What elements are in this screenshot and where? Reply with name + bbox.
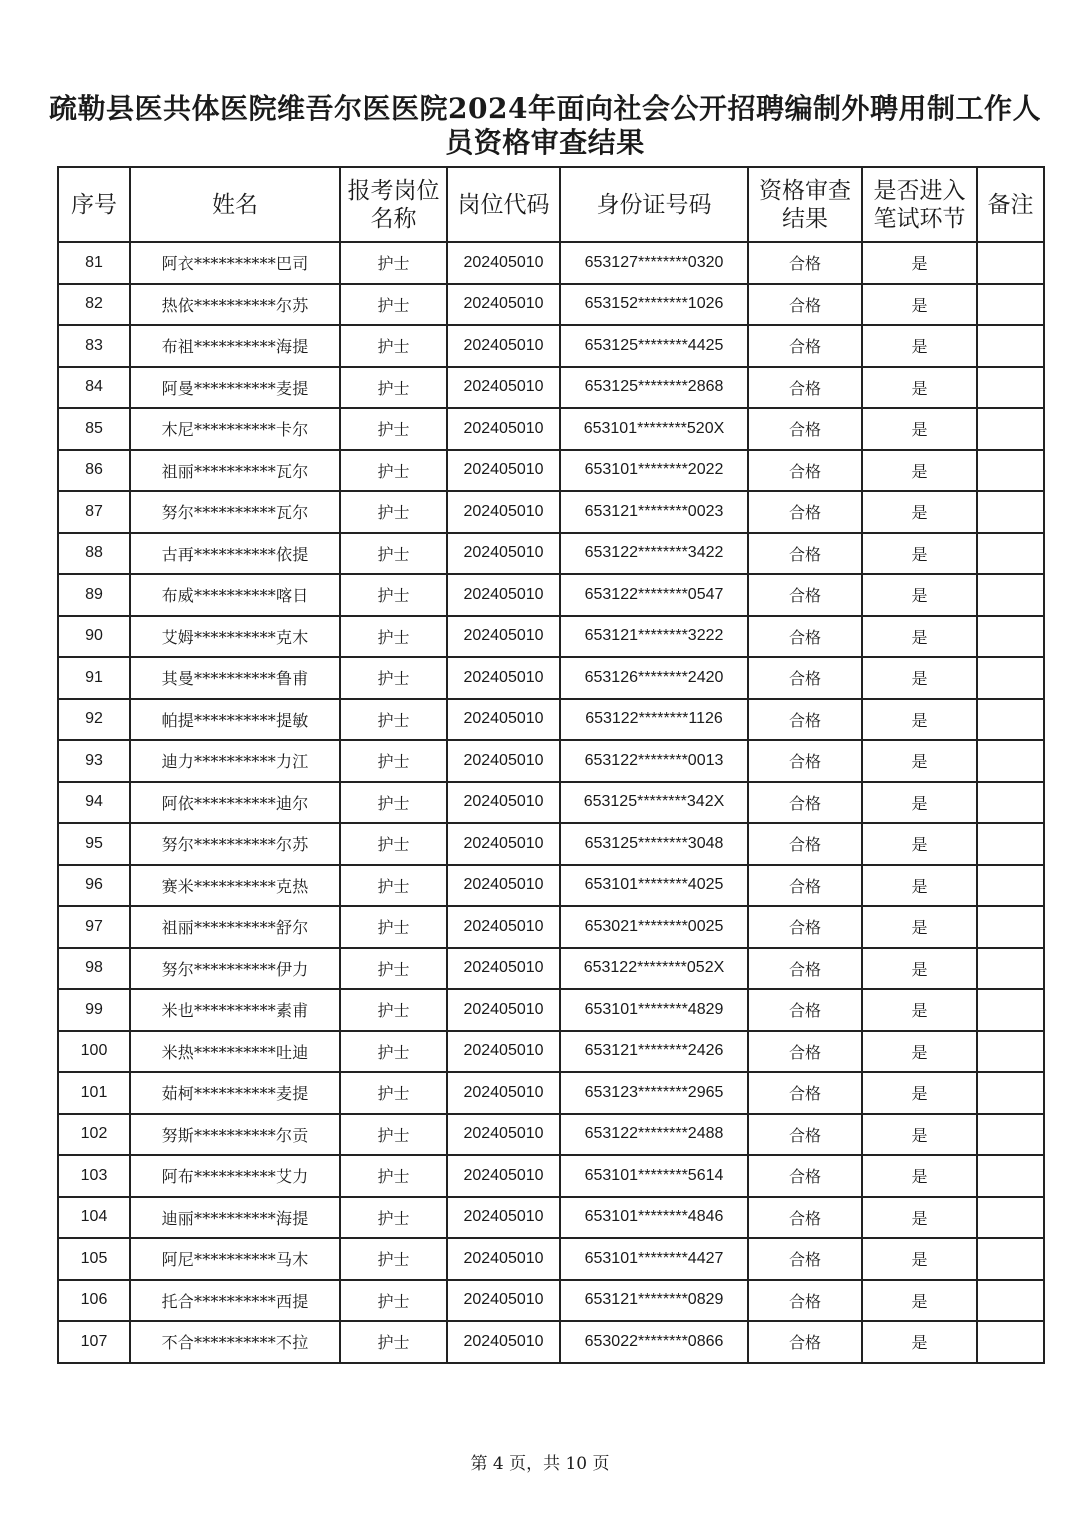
cell-written-exam: 是 xyxy=(862,491,977,533)
cell-seq: 100 xyxy=(58,1031,130,1073)
cell-note xyxy=(977,408,1044,450)
cell-seq: 92 xyxy=(58,699,130,741)
cell-seq: 106 xyxy=(58,1280,130,1322)
cell-id-number: 653123********2965 xyxy=(560,1072,748,1114)
cell-review-result: 合格 xyxy=(748,699,862,741)
cell-position: 护士 xyxy=(340,491,447,533)
cell-id-number: 653125********2868 xyxy=(560,367,748,409)
cell-name: 帕提**********提敏 xyxy=(130,699,340,741)
cell-position-code: 202405010 xyxy=(447,782,560,824)
cell-position-code: 202405010 xyxy=(447,740,560,782)
cell-review-result: 合格 xyxy=(748,948,862,990)
table-row xyxy=(58,533,1044,575)
cell-seq: 105 xyxy=(58,1238,130,1280)
table-row xyxy=(58,242,1044,284)
cell-id-number: 653122********3422 xyxy=(560,533,748,575)
cell-note xyxy=(977,1280,1044,1322)
qualification-table xyxy=(57,166,1045,1364)
cell-note xyxy=(977,989,1044,1031)
table-row xyxy=(58,284,1044,326)
cell-id-number: 653121********0023 xyxy=(560,491,748,533)
cell-written-exam: 是 xyxy=(862,574,977,616)
cell-note xyxy=(977,657,1044,699)
table-row xyxy=(58,699,1044,741)
cell-review-result: 合格 xyxy=(748,367,862,409)
cell-review-result: 合格 xyxy=(748,450,862,492)
table-body xyxy=(58,242,1044,1363)
cell-position-code: 202405010 xyxy=(447,1031,560,1073)
cell-written-exam: 是 xyxy=(862,699,977,741)
cell-review-result: 合格 xyxy=(748,1280,862,1322)
cell-review-result: 合格 xyxy=(748,1114,862,1156)
cell-name: 阿依**********迪尔 xyxy=(130,782,340,824)
cell-note xyxy=(977,823,1044,865)
cell-name: 阿曼**********麦提 xyxy=(130,367,340,409)
cell-review-result: 合格 xyxy=(748,823,862,865)
cell-written-exam: 是 xyxy=(862,782,977,824)
header-seq: 序号 xyxy=(58,167,130,242)
cell-written-exam: 是 xyxy=(862,657,977,699)
table-row xyxy=(58,450,1044,492)
cell-written-exam: 是 xyxy=(862,1197,977,1239)
cell-id-number: 653101********2022 xyxy=(560,450,748,492)
cell-id-number: 653101********4846 xyxy=(560,1197,748,1239)
cell-position-code: 202405010 xyxy=(447,823,560,865)
cell-written-exam: 是 xyxy=(862,367,977,409)
cell-seq: 96 xyxy=(58,865,130,907)
cell-position-code: 202405010 xyxy=(447,657,560,699)
cell-note xyxy=(977,1114,1044,1156)
table-row xyxy=(58,1321,1044,1363)
cell-review-result: 合格 xyxy=(748,1321,862,1363)
cell-position-code: 202405010 xyxy=(447,1197,560,1239)
cell-note xyxy=(977,1072,1044,1114)
table-row xyxy=(58,325,1044,367)
table-row xyxy=(58,1197,1044,1239)
cell-position: 护士 xyxy=(340,1197,447,1239)
cell-seq: 98 xyxy=(58,948,130,990)
cell-written-exam: 是 xyxy=(862,906,977,948)
cell-note xyxy=(977,1155,1044,1197)
cell-position: 护士 xyxy=(340,616,447,658)
cell-name: 木尼**********卡尔 xyxy=(130,408,340,450)
cell-position-code: 202405010 xyxy=(447,450,560,492)
cell-written-exam: 是 xyxy=(862,242,977,284)
cell-note xyxy=(977,450,1044,492)
cell-id-number: 653125********4425 xyxy=(560,325,748,367)
cell-id-number: 653101********4427 xyxy=(560,1238,748,1280)
table-row xyxy=(58,782,1044,824)
cell-position: 护士 xyxy=(340,906,447,948)
cell-written-exam: 是 xyxy=(862,1321,977,1363)
cell-id-number: 653122********0013 xyxy=(560,740,748,782)
cell-note xyxy=(977,491,1044,533)
table-row xyxy=(58,657,1044,699)
table-row xyxy=(58,740,1044,782)
cell-review-result: 合格 xyxy=(748,533,862,575)
cell-position: 护士 xyxy=(340,450,447,492)
cell-review-result: 合格 xyxy=(748,325,862,367)
cell-name: 布威**********喀日 xyxy=(130,574,340,616)
cell-name: 迪丽**********海提 xyxy=(130,1197,340,1239)
cell-name: 阿衣**********巴司 xyxy=(130,242,340,284)
cell-position: 护士 xyxy=(340,284,447,326)
table-row xyxy=(58,989,1044,1031)
cell-note xyxy=(977,533,1044,575)
cell-position-code: 202405010 xyxy=(447,906,560,948)
cell-written-exam: 是 xyxy=(862,989,977,1031)
cell-note xyxy=(977,1321,1044,1363)
cell-position-code: 202405010 xyxy=(447,1280,560,1322)
cell-position-code: 202405010 xyxy=(447,1321,560,1363)
cell-written-exam: 是 xyxy=(862,450,977,492)
cell-seq: 81 xyxy=(58,242,130,284)
cell-position: 护士 xyxy=(340,1031,447,1073)
table-row xyxy=(58,1155,1044,1197)
cell-position: 护士 xyxy=(340,242,447,284)
cell-written-exam: 是 xyxy=(862,408,977,450)
cell-seq: 84 xyxy=(58,367,130,409)
cell-position: 护士 xyxy=(340,989,447,1031)
cell-name: 热依**********尔苏 xyxy=(130,284,340,326)
cell-position: 护士 xyxy=(340,533,447,575)
table-row xyxy=(58,1238,1044,1280)
cell-position-code: 202405010 xyxy=(447,491,560,533)
header-review-result: 资格审查结果 xyxy=(748,167,862,242)
cell-position-code: 202405010 xyxy=(447,699,560,741)
cell-name: 努斯**********尔贡 xyxy=(130,1114,340,1156)
cell-name: 艾姆**********克木 xyxy=(130,616,340,658)
table-header-row xyxy=(58,167,1044,242)
header-id-number: 身份证号码 xyxy=(560,167,748,242)
cell-position: 护士 xyxy=(340,367,447,409)
cell-note xyxy=(977,616,1044,658)
table-row xyxy=(58,1280,1044,1322)
table-row xyxy=(58,823,1044,865)
cell-review-result: 合格 xyxy=(748,491,862,533)
cell-seq: 91 xyxy=(58,657,130,699)
cell-name: 阿尼**********马木 xyxy=(130,1238,340,1280)
cell-review-result: 合格 xyxy=(748,408,862,450)
cell-id-number: 653122********0547 xyxy=(560,574,748,616)
cell-written-exam: 是 xyxy=(862,1114,977,1156)
cell-position-code: 202405010 xyxy=(447,1114,560,1156)
cell-seq: 103 xyxy=(58,1155,130,1197)
cell-name: 托合**********西提 xyxy=(130,1280,340,1322)
cell-written-exam: 是 xyxy=(862,1031,977,1073)
cell-review-result: 合格 xyxy=(748,284,862,326)
cell-seq: 97 xyxy=(58,906,130,948)
cell-written-exam: 是 xyxy=(862,865,977,907)
cell-position: 护士 xyxy=(340,325,447,367)
table-row xyxy=(58,491,1044,533)
cell-seq: 101 xyxy=(58,1072,130,1114)
cell-note xyxy=(977,906,1044,948)
cell-seq: 99 xyxy=(58,989,130,1031)
cell-seq: 107 xyxy=(58,1321,130,1363)
cell-name: 努尔**********伊力 xyxy=(130,948,340,990)
cell-seq: 87 xyxy=(58,491,130,533)
cell-written-exam: 是 xyxy=(862,1238,977,1280)
cell-written-exam: 是 xyxy=(862,616,977,658)
cell-review-result: 合格 xyxy=(748,1155,862,1197)
cell-review-result: 合格 xyxy=(748,242,862,284)
cell-written-exam: 是 xyxy=(862,284,977,326)
cell-name: 努尔**********瓦尔 xyxy=(130,491,340,533)
table-row xyxy=(58,1031,1044,1073)
cell-name: 努尔**********尔苏 xyxy=(130,823,340,865)
cell-seq: 83 xyxy=(58,325,130,367)
table-row xyxy=(58,1114,1044,1156)
cell-position: 护士 xyxy=(340,1280,447,1322)
cell-name: 米热**********吐迪 xyxy=(130,1031,340,1073)
cell-review-result: 合格 xyxy=(748,782,862,824)
cell-seq: 86 xyxy=(58,450,130,492)
cell-name: 祖丽**********瓦尔 xyxy=(130,450,340,492)
cell-name: 布祖**********海提 xyxy=(130,325,340,367)
cell-written-exam: 是 xyxy=(862,325,977,367)
cell-review-result: 合格 xyxy=(748,616,862,658)
cell-name: 米也**********素甫 xyxy=(130,989,340,1031)
table-row xyxy=(58,906,1044,948)
cell-written-exam: 是 xyxy=(862,740,977,782)
cell-position: 护士 xyxy=(340,1072,447,1114)
cell-position: 护士 xyxy=(340,699,447,741)
cell-id-number: 653122********2488 xyxy=(560,1114,748,1156)
cell-seq: 85 xyxy=(58,408,130,450)
cell-id-number: 653021********0025 xyxy=(560,906,748,948)
cell-review-result: 合格 xyxy=(748,574,862,616)
cell-position: 护士 xyxy=(340,1114,447,1156)
cell-position: 护士 xyxy=(340,657,447,699)
page-footer: 第 4 页，共 10 页 xyxy=(470,1454,610,1474)
cell-name: 赛米**********克热 xyxy=(130,865,340,907)
cell-seq: 88 xyxy=(58,533,130,575)
cell-position-code: 202405010 xyxy=(447,325,560,367)
cell-seq: 90 xyxy=(58,616,130,658)
cell-position-code: 202405010 xyxy=(447,574,560,616)
cell-note xyxy=(977,1238,1044,1280)
cell-position-code: 202405010 xyxy=(447,1155,560,1197)
cell-name: 古再**********依提 xyxy=(130,533,340,575)
cell-name: 不合**********不拉 xyxy=(130,1321,340,1363)
cell-position-code: 202405010 xyxy=(447,865,560,907)
cell-id-number: 653101********4829 xyxy=(560,989,748,1031)
cell-position: 护士 xyxy=(340,948,447,990)
cell-position: 护士 xyxy=(340,1155,447,1197)
cell-position: 护士 xyxy=(340,740,447,782)
cell-name: 祖丽**********舒尔 xyxy=(130,906,340,948)
cell-id-number: 653125********3048 xyxy=(560,823,748,865)
cell-written-exam: 是 xyxy=(862,1155,977,1197)
cell-position-code: 202405010 xyxy=(447,616,560,658)
cell-written-exam: 是 xyxy=(862,533,977,575)
cell-note xyxy=(977,865,1044,907)
table-row xyxy=(58,948,1044,990)
cell-id-number: 653101********520X xyxy=(560,408,748,450)
cell-name: 其曼**********鲁甫 xyxy=(130,657,340,699)
cell-review-result: 合格 xyxy=(748,1238,862,1280)
header-note: 备注 xyxy=(977,167,1044,242)
cell-note xyxy=(977,782,1044,824)
cell-name: 阿布**********艾力 xyxy=(130,1155,340,1197)
cell-id-number: 653126********2420 xyxy=(560,657,748,699)
cell-position: 护士 xyxy=(340,865,447,907)
cell-name: 茹柯**********麦提 xyxy=(130,1072,340,1114)
cell-note xyxy=(977,948,1044,990)
header-position-code: 岗位代码 xyxy=(447,167,560,242)
cell-seq: 102 xyxy=(58,1114,130,1156)
cell-id-number: 653121********0829 xyxy=(560,1280,748,1322)
cell-position-code: 202405010 xyxy=(447,989,560,1031)
cell-name: 迪力**********力江 xyxy=(130,740,340,782)
table-row xyxy=(58,367,1044,409)
cell-id-number: 653122********1126 xyxy=(560,699,748,741)
cell-id-number: 653022********0866 xyxy=(560,1321,748,1363)
header-position: 报考岗位名称 xyxy=(340,167,447,242)
cell-position: 护士 xyxy=(340,1321,447,1363)
table-row xyxy=(58,1072,1044,1114)
cell-position: 护士 xyxy=(340,823,447,865)
cell-position-code: 202405010 xyxy=(447,242,560,284)
cell-note xyxy=(977,367,1044,409)
cell-position: 护士 xyxy=(340,408,447,450)
cell-id-number: 653101********4025 xyxy=(560,865,748,907)
cell-review-result: 合格 xyxy=(748,906,862,948)
cell-seq: 82 xyxy=(58,284,130,326)
cell-position-code: 202405010 xyxy=(447,948,560,990)
cell-written-exam: 是 xyxy=(862,1072,977,1114)
cell-seq: 94 xyxy=(58,782,130,824)
cell-position: 护士 xyxy=(340,1238,447,1280)
cell-seq: 93 xyxy=(58,740,130,782)
cell-id-number: 653127********0320 xyxy=(560,242,748,284)
cell-id-number: 653121********3222 xyxy=(560,616,748,658)
cell-review-result: 合格 xyxy=(748,865,862,907)
header-name: 姓名 xyxy=(130,167,340,242)
cell-position: 护士 xyxy=(340,782,447,824)
cell-written-exam: 是 xyxy=(862,823,977,865)
cell-position-code: 202405010 xyxy=(447,1072,560,1114)
cell-id-number: 653125********342X xyxy=(560,782,748,824)
cell-seq: 104 xyxy=(58,1197,130,1239)
cell-review-result: 合格 xyxy=(748,1031,862,1073)
cell-review-result: 合格 xyxy=(748,657,862,699)
cell-id-number: 653121********2426 xyxy=(560,1031,748,1073)
cell-position-code: 202405010 xyxy=(447,367,560,409)
cell-position: 护士 xyxy=(340,574,447,616)
cell-id-number: 653101********5614 xyxy=(560,1155,748,1197)
cell-seq: 95 xyxy=(58,823,130,865)
cell-position-code: 202405010 xyxy=(447,284,560,326)
cell-note xyxy=(977,284,1044,326)
cell-note xyxy=(977,325,1044,367)
cell-position-code: 202405010 xyxy=(447,533,560,575)
header-written-exam: 是否进入笔试环节 xyxy=(862,167,977,242)
cell-review-result: 合格 xyxy=(748,1072,862,1114)
table-row xyxy=(58,865,1044,907)
cell-review-result: 合格 xyxy=(748,1197,862,1239)
cell-review-result: 合格 xyxy=(748,989,862,1031)
cell-note xyxy=(977,1031,1044,1073)
table-row xyxy=(58,408,1044,450)
cell-review-result: 合格 xyxy=(748,740,862,782)
cell-note xyxy=(977,1197,1044,1239)
cell-note xyxy=(977,740,1044,782)
cell-note xyxy=(977,699,1044,741)
cell-id-number: 653122********052X xyxy=(560,948,748,990)
table-row xyxy=(58,574,1044,616)
table-row xyxy=(58,616,1044,658)
cell-id-number: 653152********1026 xyxy=(560,284,748,326)
cell-position-code: 202405010 xyxy=(447,408,560,450)
document-title: 疏勒县医共体医院维吾尔医医院2024年面向社会公开招聘编制外聘用制工作人员资格审查结果 xyxy=(49,92,1041,159)
cell-note xyxy=(977,242,1044,284)
cell-position-code: 202405010 xyxy=(447,1238,560,1280)
cell-written-exam: 是 xyxy=(862,948,977,990)
cell-seq: 89 xyxy=(58,574,130,616)
cell-note xyxy=(977,574,1044,616)
cell-written-exam: 是 xyxy=(862,1280,977,1322)
